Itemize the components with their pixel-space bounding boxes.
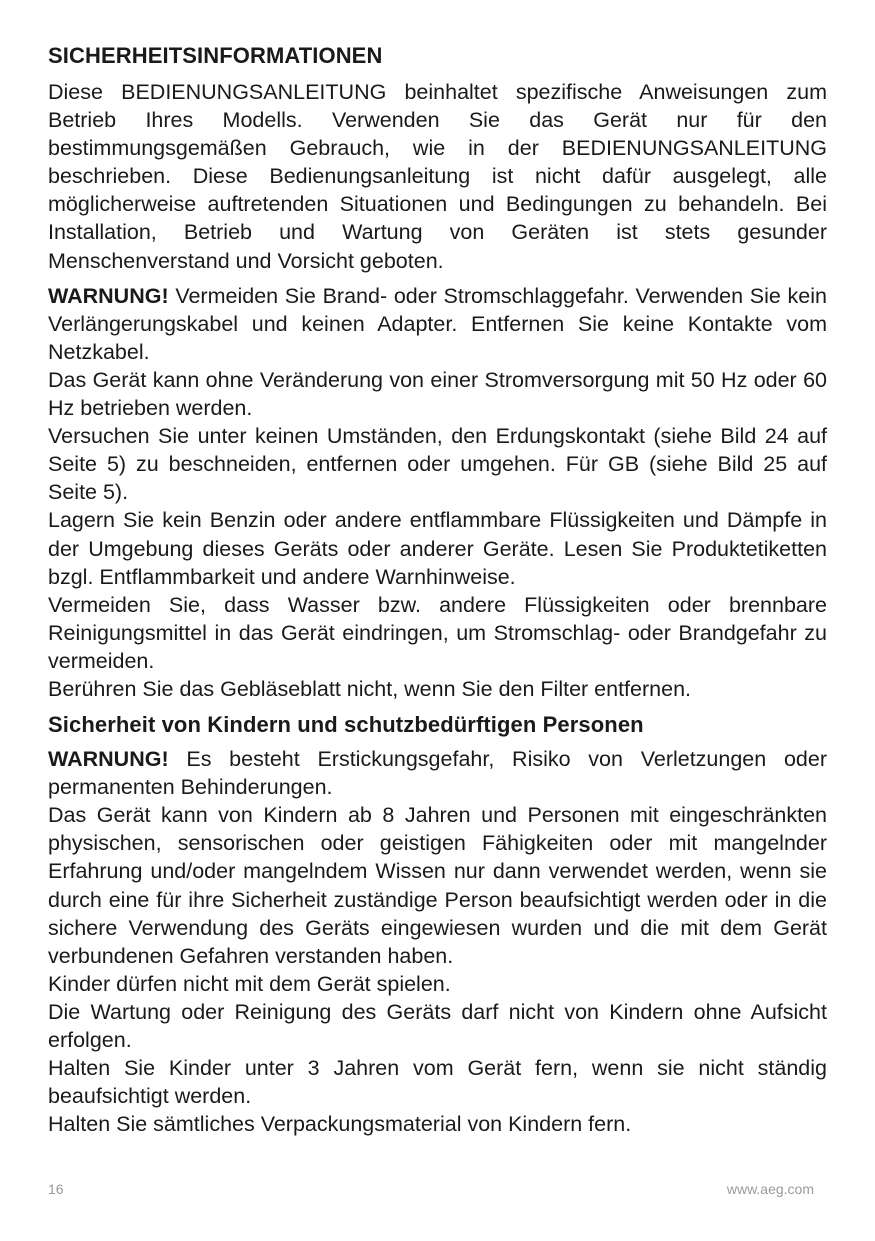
children-paragraph: Die Wartung oder Reinigung des Geräts darf nicht von Kindern ohne Aufsicht erfolgen. — [48, 999, 827, 1052]
website-link[interactable]: www.aeg.com — [726, 1181, 814, 1197]
warning-label: WARNUNG! — [48, 747, 169, 772]
body-paragraph: Das Gerät kann ohne Veränderung von einer Stromversorgung mit 50 Hz oder 60 Hz betrieben werden. — [48, 367, 827, 421]
body-paragraph: Berühren Sie das Gebläseblatt nicht, wenn Sie den Filter entfernen. — [48, 676, 691, 701]
children-warning-paragraph — [48, 745, 827, 801]
warning-label: WARNUNG! — [48, 283, 169, 308]
manual-page — [48, 42, 827, 1138]
children-paragraph: Halten Sie sämtliches Verpackungsmaterial von Kindern fern. — [48, 1112, 632, 1137]
body-paragraph: Vermeiden Sie, dass Wasser bzw. andere Flüssigkeiten oder brennbare Reinigungsmittel in das Gerät eindringen, um Stromschlag- oder Brandgefahr zu vermeiden. — [48, 592, 827, 673]
warning-text: Es besteht Erstickungsgefahr, Risiko von Verletzungen oder permanenten Behinderungen. — [48, 747, 827, 800]
children-paragraph: Halten Sie Kinder unter 3 Jahren vom Gerät fern, wenn sie nicht ständig beaufsichtigt werden. — [48, 1056, 827, 1109]
body-paragraph: Lagern Sie kein Benzin oder andere entflammbare Flüssigkeiten und Dämpfe in der Umgebung dieses Geräts oder anderer Geräte. Lesen Sie Produktetiketten bzgl. Entflammbarkeit und andere Warnhinweise. — [48, 508, 827, 589]
children-section-title: Sicherheit von Kindern und schutzbedürftigen Personen — [48, 712, 644, 738]
page-number: 16 — [48, 1181, 64, 1197]
warning-paragraph — [48, 282, 827, 366]
intro-paragraph: Diese BEDIENUNGSANLEITUNG beinhaltet spezifische Anweisungen zum Betrieb Ihres Modells. Verwenden Sie das Gerät nur für den bestimmungsgemäßen Gebrauch, wie in der BEDIENUNGSANLEITUNG beschrieben. Diese Bedienungsanleitung ist nicht dafür ausgelegt, alle möglicherweise auftretenden Situationen und Bedingungen zu behandeln. Bei Installation, Betrieb und Wartung von Geräten ist stets gesunder Menschenverstand und Vorsicht geboten. — [48, 80, 827, 273]
warning-text: Vermeiden Sie Brand- oder Stromschlaggefahr. Verwenden Sie kein Verlängerungskabel und keinen Adapter. Entfernen Sie keine Kontakte vom Netzkabel. — [48, 283, 827, 364]
children-paragraph: Das Gerät kann von Kindern ab 8 Jahren und Personen mit eingeschränkten physischen, sensorischen oder geistigen Fähigkeiten oder mit mangelnder Erfahrung und/oder mangelndem Wissen nur dann verwendet werden, wenn sie durch eine für ihre Sicherheit zuständige Person beaufsichtigt werden oder in die sichere Verwendung des Geräts eingewiesen wurden und die mit dem Gerät verbundenen Gefahren verstanden haben. — [48, 803, 827, 968]
body-paragraph: Versuchen Sie unter keinen Umständen, den Erdungskontakt (siehe Bild 24 auf Seite 5) zu beschneiden, entfernen oder umgehen. Für GB (siehe Bild 25 auf Seite 5). — [48, 424, 827, 505]
section-title: SICHERHEITSINFORMATIONEN — [48, 43, 383, 68]
children-paragraph: Kinder dürfen nicht mit dem Gerät spielen. — [48, 971, 451, 996]
